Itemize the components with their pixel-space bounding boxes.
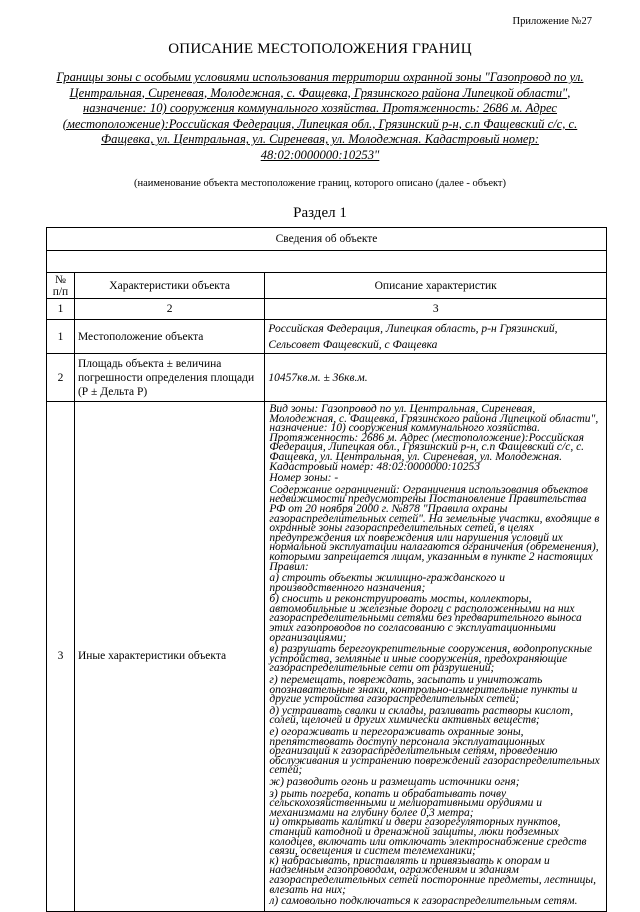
restrictions-paragraph: Содержание ограничений: Ограничения использования объектов недвижимости предусмотрены Постановление Правительства РФ от 20 ноября 2000 г. №878 "Правила охраны газораспределительных сетей". На земельные участки, входящие в охранные зоны газораспределительных сетей, в целях предупреждения их повреждения или нарушения условий их нормальной эксплуатации налагаются ограничения (обременения), которыми запрещается лицам, указанным в пункте 2 настоящих Правил:: [269, 483, 600, 573]
table-spacer-row: [47, 251, 607, 273]
restriction-item-a: а) строить объекты жилищно-гражданского и производственного назначения;: [269, 572, 506, 594]
restriction-item-l: л) самовольно подключаться к газораспределительным сетям.: [269, 895, 578, 908]
restriction-item-g: г) перемещать, повреждать, засыпать и уничтожать опознавательные знаки, контрольно-измерительные пункты и другие устройства газораспределительных сетей;: [269, 674, 578, 706]
restriction-item-b: б) сносить и реконструировать мосты, коллекторы, автомобильные и железные дороги с расположенными на них газораспределительными сетями без предварительного выноса этих газопроводов по согласованию с эксплуатационными организациями;: [269, 593, 582, 644]
table-header-row: [47, 273, 607, 299]
row-number: 2: [47, 354, 75, 402]
row-characteristic: Местоположение объекта: [74, 320, 264, 354]
column-number-2: 2: [74, 299, 264, 320]
table-row: [47, 402, 607, 912]
other-characteristics-text: [265, 402, 607, 912]
row-number: 3: [47, 402, 75, 912]
restriction-item-v: в) разрушать берегоукрепительные сооружения, водопропускные устройства, земляные и иные сооружения, предохраняющие газораспределительные сети от разрушений;: [269, 643, 593, 675]
column-number-row: [47, 299, 607, 320]
document-title: ОПИСАНИЕ МЕСТОПОЛОЖЕНИЯ ГРАНИЦ: [168, 41, 472, 57]
object-description-note: (наименование объекта местоположение границ, которого описано (далее - объект): [133, 178, 507, 189]
table-caption: Сведения об объекте: [47, 228, 607, 251]
header-description: Описание характеристик: [265, 273, 607, 299]
zone-number-paragraph: Номер зоны: -: [269, 472, 339, 485]
object-info-table: [46, 227, 607, 912]
restriction-items-z-i-k: з) рыть погреба, копать и обрабатывать почву сельскохозяйственными и мелиоративными орудиями и механизмами на глубину более 0,3 метра; и) открывать калитки и двери газорегуляторных пунктов, станций катодной и дренажной защиты, люки подземных колодцев, включать или отключать электроснабжение средств связи, освещения и систем телемеханики; к) набрасывать, приставлять и привязывать к опорам и надземным газопроводам, ограждениям и зданиям газораспределительных сетей посторонние предметы, лестницы, влезать на них;: [269, 787, 597, 896]
row-value: Российская Федерация, Липецкая область, р-н Грязинский, Сельсовет Фащевский, с Фащевка: [265, 320, 607, 354]
row-value: 10457кв.м. ± 36кв.м.: [265, 354, 607, 402]
appendix-label: Приложение №27: [512, 16, 592, 27]
restriction-item-d: д) устраивать свалки и склады, разливать растворы кислот, солей, щелочей и других химически активных веществ;: [269, 704, 574, 727]
column-number-3: 3: [265, 299, 607, 320]
table-spacer-cell: [47, 251, 607, 273]
zone-type-paragraph: Вид зоны: Газопровод по ул. Центральная, Сиреневая, Молодежная, с. Фащевка, Грязинского района Липецкой области", назначение: 10) сооружения коммунального хозяйства. Протяженность: 2686 м. Адрес (местоположение):Российская Федерация, Липецкая обл., Грязинский р-н, с.п Фащевский с/с, с. Фащевка, ул. Центральная, ул. Сиреневая, ул. Молодежная. Кадастровый номер: 48:02:0000000:10253: [269, 403, 599, 473]
column-number-1: 1: [47, 299, 75, 320]
table-row: [47, 354, 607, 402]
table-caption-row: [47, 228, 607, 251]
row-characteristic: Иные характеристики объекта: [74, 402, 264, 912]
row-characteristic: Площадь объекта ± величина погрешности определения площади (Р ± Дельта Р): [74, 354, 264, 402]
restriction-item-e: е) огораживать и перегораживать охранные зоны, препятствовать доступу персонала эксплуатационных организаций к газораспределительным сетям, проведению обслуживания и устранению повреждений газораспределительных сетей;: [269, 726, 600, 777]
object-description: Границы зоны с особыми условиями использования территории охранной зоны "Газопровод по ул. Центральная, Сиреневая, Молодежная, с. Фащевка, Грязинского района Липецкой области", назначение: 10) сооружения коммунального хозяйства. Протяженность: 2686 м. Адрес (местоположение):Российская Федерация, Липецкая обл., Грязинский р-н, с.п Фащевский с/с, с. Фащевка, ул. Центральная, ул. Сиреневая, ул. Молодежная. Кадастровый номер: 48:02:0000000:10253": [56, 70, 584, 162]
row-number: 1: [47, 320, 75, 354]
section-title: Раздел 1: [293, 205, 347, 221]
restriction-item-zh: ж) разводить огонь и размещать источники огня;: [269, 775, 520, 788]
header-number: № п/п: [47, 273, 75, 299]
table-row: [47, 320, 607, 354]
header-characteristic: Характеристики объекта: [74, 273, 264, 299]
